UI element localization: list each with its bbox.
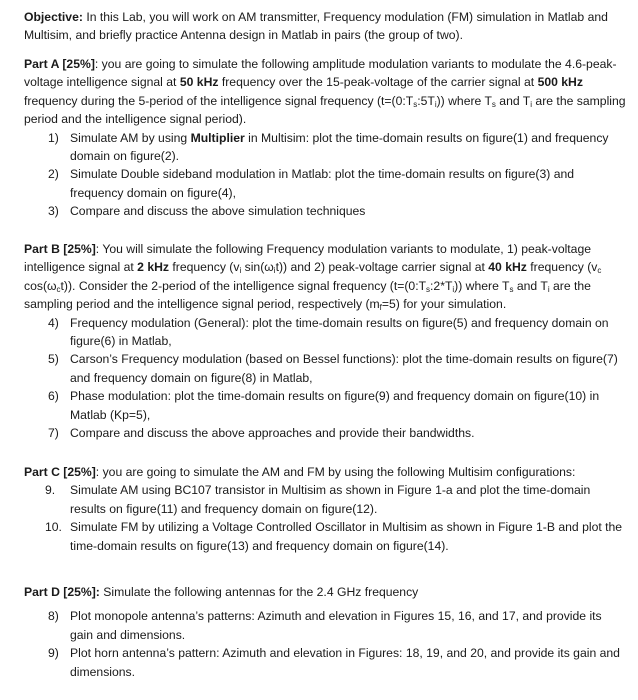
- subscript: s: [413, 99, 418, 109]
- part-b-text: frequency (v: [169, 260, 240, 275]
- part-b-heading: Part B [25%]: [24, 242, 96, 256]
- part-a-heading: Part A [25%]: [24, 57, 95, 71]
- part-a-section: [24, 55, 626, 221]
- list-text: in Multisim: plot the time-domain results on figure(1) and frequency domain on figure(2).: [70, 130, 609, 164]
- list-item: [24, 165, 626, 202]
- subscript: i: [434, 99, 437, 109]
- subscript: f: [379, 303, 382, 313]
- part-d-text: Simulate the following antennas for the 2.4 GHz frequency: [99, 585, 419, 599]
- part-b-list: [24, 314, 626, 443]
- part-d-heading: Part D [25%]:: [24, 585, 100, 599]
- part-b-section: [24, 240, 626, 442]
- list-text: Compare and discuss the above simulation techniques: [70, 204, 366, 219]
- subscript: i: [530, 99, 533, 109]
- part-d-section: [24, 583, 626, 681]
- list-item: [24, 387, 626, 424]
- list-item: [24, 481, 626, 518]
- subscript: i: [273, 266, 276, 276]
- list-text: Plot monopole antenna’s patterns: Azimuth and elevation in Figures 15, 16, and 17, and provide its gain and dimensions.: [70, 609, 602, 642]
- part-a-text: : you are going to simulate the following amplitude modulation variants to modulate the 4.6-peak-voltage intelligence signal at: [24, 57, 617, 90]
- subscript: s: [509, 284, 514, 294]
- part-b-text: cos(ω: [24, 278, 57, 293]
- list-item: [24, 129, 626, 166]
- part-d-list: [24, 607, 626, 681]
- part-a-text: are the sampling period and the intelligence signal period).: [24, 93, 626, 127]
- list-text: Frequency modulation (General): plot the time-domain results on figure(5) and frequency domain on figure(6) in Matlab,: [70, 315, 609, 349]
- list-item: [24, 314, 626, 351]
- list-text: Simulate Double sideband modulation in Matlab: plot the time-domain results on figure(3) and frequency domain on figure(4),: [70, 167, 575, 200]
- list-number: 7): [48, 426, 59, 441]
- subscript: s: [426, 284, 431, 294]
- list-item: [24, 644, 626, 681]
- part-a-intro: [24, 55, 626, 129]
- list-item: [24, 607, 626, 644]
- subscript: c: [56, 284, 61, 294]
- list-number: 10.: [45, 520, 62, 535]
- part-b-text: sin(ω: [241, 260, 274, 275]
- part-c-text: : you are going to simulate the AM and FM by using the following Multisim configurations:: [95, 465, 576, 479]
- objective-paragraph: [24, 8, 626, 45]
- part-b-text: : You will simulate the following Frequency modulation variants to modulate, 1) peak-voltage intelligence signal at: [24, 242, 592, 275]
- list-text: Carson’s Frequency modulation (based on Bessel functions): plot the time-domain results on figure(7) and frequency domain on figure(8) in Matlab,: [70, 352, 618, 385]
- list-text: Simulate AM by using: [70, 130, 191, 145]
- part-a-text: :5T: [417, 93, 435, 108]
- list-bold-term: Multiplier: [190, 130, 245, 145]
- list-number: 2): [48, 167, 59, 182]
- part-a-intelligence-freq: 50 kHz: [179, 75, 219, 90]
- part-b-carrier-freq: 40 kHz: [488, 260, 527, 275]
- subscript: c: [597, 266, 602, 276]
- part-b-text: are the sampling period and the intelligence signal period, respectively (m: [24, 278, 591, 312]
- part-b-intro: [24, 240, 626, 314]
- list-item: [24, 350, 626, 387]
- part-b-intelligence-freq: 2 kHz: [137, 260, 169, 275]
- list-text: Simulate FM by utilizing a Voltage Controlled Oscillator in Multisim as shown in Figure 1-B and plot the time-domain results on figure(13) and frequency domain on figure(14).: [70, 520, 623, 553]
- subscript: i: [239, 266, 242, 276]
- objective-section: [24, 8, 626, 45]
- list-number: 9): [48, 646, 59, 661]
- list-text: Compare and discuss the above approaches and provide their bandwidths.: [70, 426, 475, 441]
- subscript: i: [547, 284, 550, 294]
- part-a-list: [24, 129, 626, 221]
- part-b-text: t)) and 2) peak-voltage carrier signal at: [275, 260, 489, 275]
- objective-text: In this Lab, you will work on AM transmitter, Frequency modulation (FM) simulation in Matlab and Multisim, and briefly practice Antenna design in Matlab in pairs (the group of two).: [24, 10, 608, 43]
- objective-label: Objective:: [24, 10, 83, 24]
- part-b-text: :2*T: [430, 278, 453, 293]
- list-number: 5): [48, 352, 59, 367]
- list-text: Simulate AM using BC107 transistor in Multisim as shown in Figure 1-a and plot the time-domain results on figure(11) and frequency domain on figure(12).: [70, 483, 591, 516]
- part-b-text: and T: [513, 278, 548, 293]
- list-item: [24, 424, 626, 442]
- part-a-text: and T: [495, 93, 531, 108]
- part-a-text: frequency over the 15-peak-voltage of the carrier signal at: [218, 75, 538, 90]
- part-c-intro: [24, 463, 626, 481]
- list-text: Phase modulation: plot the time-domain results on figure(9) and frequency domain on figure(10) in Matlab (Kp=5),: [70, 389, 600, 422]
- part-b-text: )) where T: [454, 278, 510, 293]
- list-number: 1): [48, 130, 59, 145]
- part-d-intro: [24, 583, 626, 601]
- part-b-text: =5) for your simulation.: [381, 297, 507, 312]
- subscript: s: [491, 99, 496, 109]
- subscript: i: [452, 284, 455, 294]
- part-a-carrier-freq: 500 kHz: [537, 75, 583, 90]
- list-item: [24, 518, 626, 555]
- list-text: Plot horn antenna’s pattern: Azimuth and elevation in Figures: 18, 19, and 20, and provide its gain and dimensions.: [70, 646, 620, 679]
- part-c-section: [24, 463, 626, 555]
- part-a-text: frequency during the 5-period of the intelligence signal frequency (t=(0:T: [24, 93, 414, 108]
- list-item: [24, 202, 626, 220]
- part-a-text: )) where T: [436, 93, 492, 108]
- list-number: 3): [48, 204, 59, 219]
- part-c-list: [24, 481, 626, 555]
- part-b-text: frequency (v: [526, 260, 598, 275]
- list-number: 4): [48, 315, 59, 330]
- part-c-heading: Part C [25%]: [24, 465, 96, 479]
- list-number: 9.: [45, 483, 56, 498]
- part-b-text: t)). Consider the 2-period of the intelligence signal frequency (t=(0:T: [60, 278, 427, 293]
- list-number: 6): [48, 389, 59, 404]
- list-number: 8): [48, 609, 59, 624]
